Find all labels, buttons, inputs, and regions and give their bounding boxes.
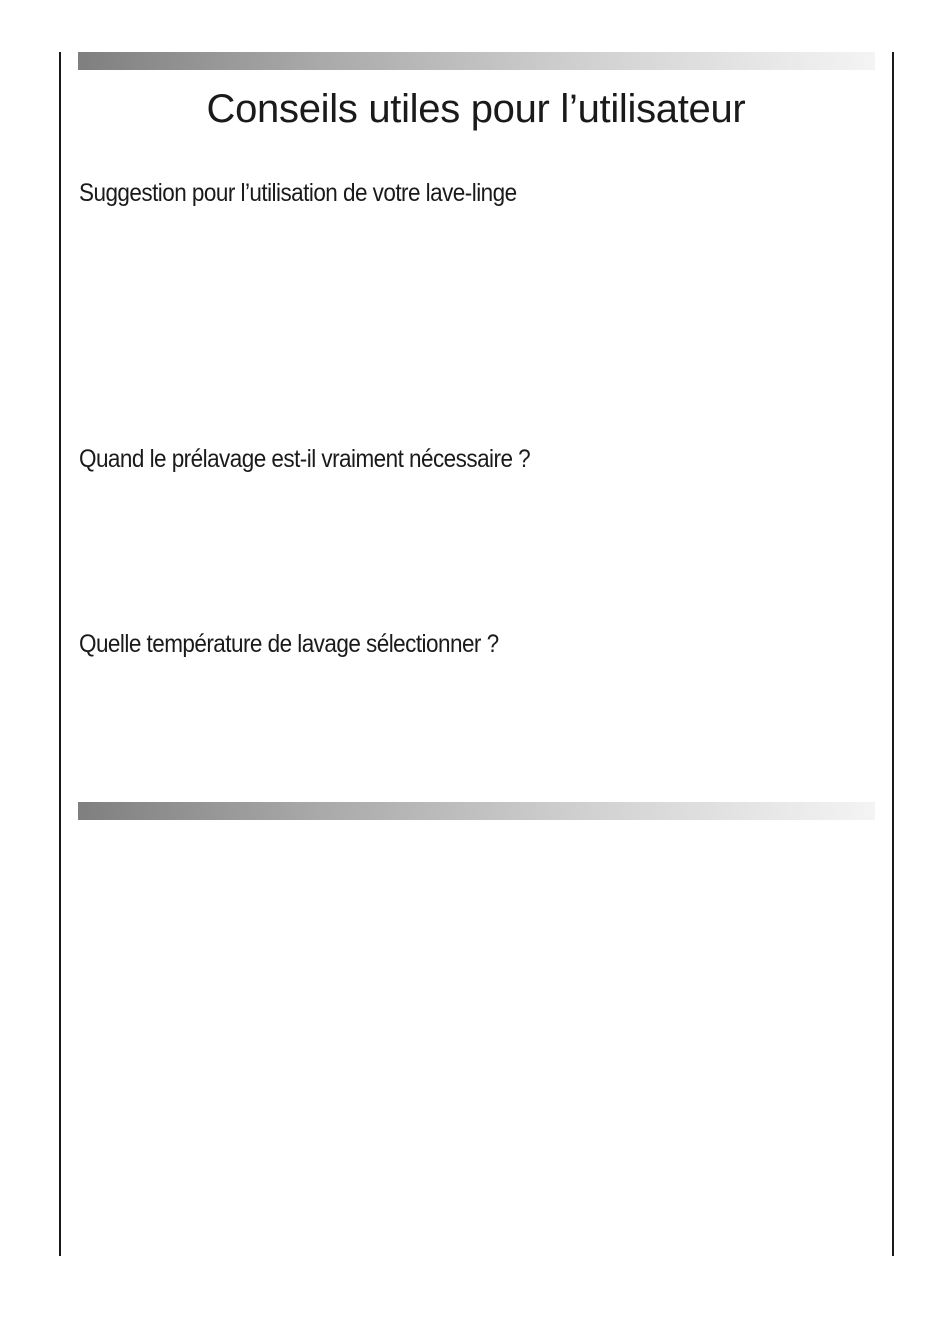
right-margin-rule bbox=[892, 52, 894, 1256]
page-title: Conseils utiles pour l’utilisateur bbox=[206, 87, 746, 131]
section-heading-prewash: Quand le prélavage est-il vraiment nécessaire ? bbox=[79, 445, 531, 473]
section-heading-usage-suggestion: Suggestion pour l’utilisation de votre lave-linge bbox=[79, 179, 517, 207]
section-heading-wash-temperature: Quelle température de lavage sélectionner ? bbox=[79, 630, 499, 658]
section-divider-gradient-bar bbox=[78, 802, 875, 820]
header-gradient-bar bbox=[78, 52, 875, 70]
left-margin-rule bbox=[59, 52, 61, 1256]
